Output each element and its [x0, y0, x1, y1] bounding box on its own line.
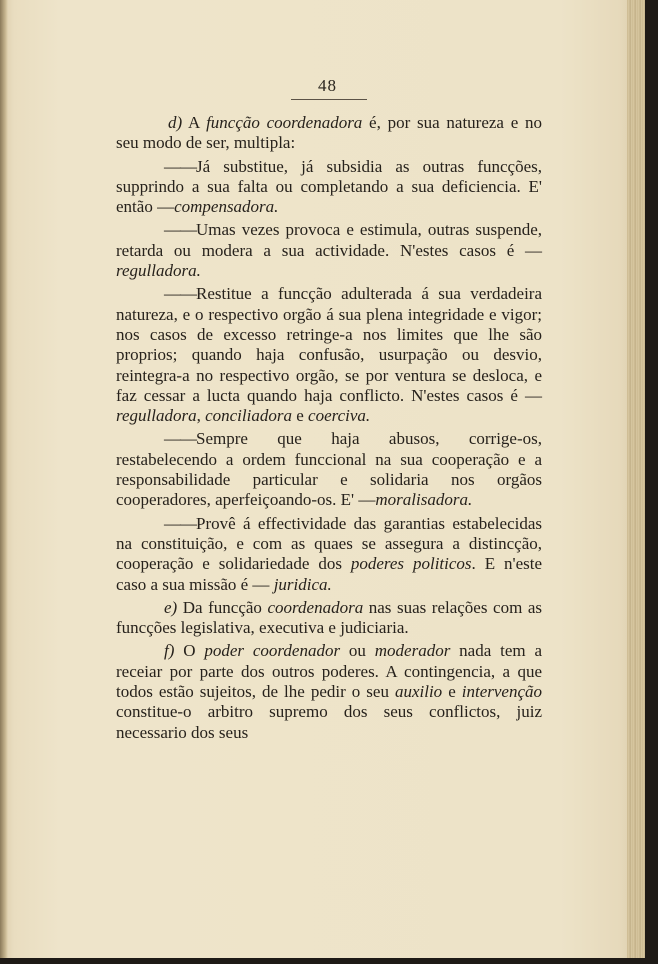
text-run: Da funcção — [177, 597, 268, 617]
text-run: . E n'este caso a sua missão é — — [116, 554, 542, 594]
italic-text: moderador — [374, 641, 451, 661]
text-run: O — [174, 641, 205, 661]
italic-text: intervenção — [461, 682, 543, 702]
paragraph-marker: d) — [168, 113, 183, 132]
paragraph-marker: e) — [164, 597, 178, 617]
header-rule — [291, 99, 367, 100]
italic-text: moralisadora. — [375, 490, 473, 510]
paragraph — [116, 157, 542, 218]
italic-text: funcção coordenadora — [206, 113, 363, 132]
text-run: , — [196, 406, 206, 426]
italic-text: coordenadora — [267, 597, 364, 617]
text-run: nada tem a receiar por parte dos outros poderes. A contingencia, a que todos estão sujeitos, de lhe pedir o seu — [116, 641, 542, 702]
italic-text: poder coordenador — [204, 641, 341, 661]
page-gutter — [0, 0, 8, 958]
paragraph — [116, 641, 542, 742]
italic-text: juridica. — [273, 574, 332, 594]
text-run: constitue-o arbitro supremo dos seus conflictos, juiz necessario dos seus — [116, 702, 542, 742]
paragraph — [116, 284, 542, 426]
italic-text: coerciva. — [308, 406, 371, 426]
paragraph — [116, 113, 542, 154]
paragraph — [116, 514, 542, 595]
paragraph — [116, 220, 542, 281]
italic-text: poderes politicos — [350, 554, 472, 574]
text-run: Provê á effectividade das garantias estabelecidas na constituição, e com as quaes se assegura a distincção, cooperação e solidariedade dos — [116, 513, 542, 574]
paragraph-marker: —— — [164, 156, 196, 176]
paragraph-marker: f) — [164, 641, 175, 661]
text-run: nas suas relações com as funcções legislativa, executiva e judiciaria. — [116, 597, 542, 638]
text-run: Sempre que haja abusos, corrige-os, restabelecendo a ordem funccional na sua cooperação e a responsabilidade particular e solidaria nos orgãos cooperadores, aperfeiçoando-os. E' — — [116, 429, 542, 510]
text-run: e — [442, 682, 462, 702]
italic-text: conciliadora — [205, 406, 292, 426]
paragraph — [116, 598, 542, 639]
page-edge — [627, 0, 645, 958]
italic-text: regulladora. — [116, 261, 201, 281]
text-run: e — [291, 406, 309, 426]
text-run: Restitue a funcção adulterada á sua verdadeira natureza, e o respectivo orgão á sua plena integridade e vigor; nos casos de excesso retringe-a nos limites que lhe são proprios; quando haja confusão, usurpação ou desvio, reintegra-a no respectivo orgão, se por ventura se desloca, e faz cessar a lucta quando haja conflicto. N'estes casos é — — [116, 284, 542, 405]
paragraph-marker: —— — [164, 220, 196, 240]
italic-text: compensadora. — [174, 197, 279, 217]
text-run: ou — [340, 641, 375, 661]
text-run: A — [182, 113, 207, 132]
italic-text: auxilio — [394, 682, 443, 702]
text-run: Já substitue, já subsidia as outras funcções, supprindo a sua falta ou completando a sua deficiencia. E' então — — [116, 156, 542, 217]
body-text — [116, 113, 542, 746]
text-run: Umas vezes provoca e estimula, outras suspende, retarda ou modera a sua actividade. N'estes casos é — — [116, 220, 542, 260]
paragraph-marker: —— — [164, 284, 196, 304]
paragraph-marker: —— — [164, 429, 196, 449]
page-number: 48 — [318, 76, 337, 95]
text-run: é, por sua natureza e no seu modo de ser, multipla: — [116, 113, 542, 153]
italic-text: regulladora — [116, 406, 197, 426]
paragraph — [116, 429, 542, 510]
paragraph-marker: —— — [164, 513, 196, 533]
